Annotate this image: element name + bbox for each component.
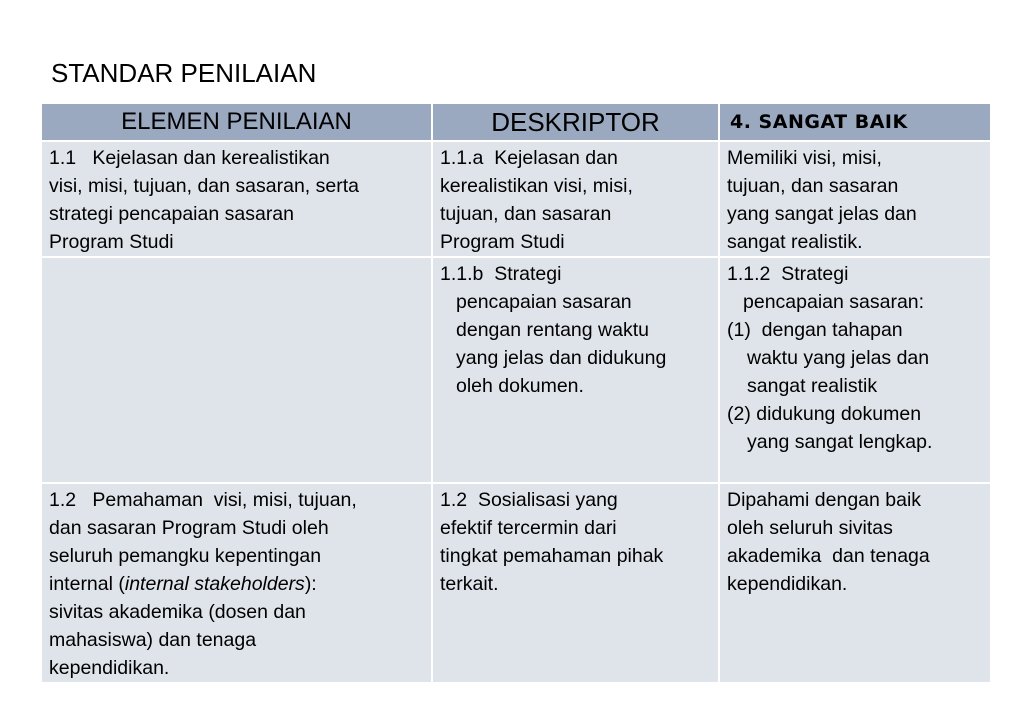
text-line: yang sangat jelas dan — [727, 203, 917, 225]
table-row — [41, 141, 991, 257]
text-line: 1.1.b Strategi — [440, 263, 562, 285]
text-line: waktu yang jelas dan — [747, 347, 930, 369]
text-line: Program Studi — [49, 231, 174, 253]
cell-deskriptor-1-1-a — [432, 141, 719, 257]
text-line: Memiliki visi, misi, — [727, 147, 882, 169]
text-line: sangat realistik. — [727, 231, 863, 253]
text-line: oleh dokumen. — [456, 375, 584, 397]
text-line: efektif tercermin dari — [440, 517, 617, 539]
text-line: dan sasaran Program Studi oleh — [49, 517, 329, 539]
text-line: 1.1 Kejelasan dan kerealistikan — [49, 147, 330, 169]
text-fragment: ): — [304, 573, 317, 595]
text-line: pencapaian sasaran — [456, 291, 632, 313]
header-sangat-baik: 4. SANGAT BAIK — [719, 103, 991, 141]
text-line: tujuan, dan sasaran — [440, 203, 612, 225]
text-line: sangat realistik — [747, 375, 878, 397]
cell-sangat-baik-1 — [719, 141, 991, 257]
text-line: sivitas akademika (dosen dan — [49, 601, 306, 623]
table-row — [41, 483, 991, 683]
cell-deskriptor-1-2 — [432, 483, 719, 683]
text-line: kerealistikan visi, misi, — [440, 175, 633, 197]
cell-deskriptor-1-1-b — [432, 257, 719, 483]
text-line: kependidikan. — [727, 573, 848, 595]
text-line: (1) dengan tahapan — [727, 319, 903, 341]
text-line: terkait. — [440, 573, 499, 595]
text-line: pencapaian sasaran: — [743, 291, 925, 313]
text-line: 1.1.2 Strategi — [727, 263, 849, 285]
text-line: akademika dan tenaga — [727, 545, 930, 567]
text-line: 1.1.a Kejelasan dan — [440, 147, 618, 169]
assessment-standard-table — [40, 102, 992, 684]
text-line: yang jelas dan didukung — [456, 347, 667, 369]
text-line — [49, 570, 425, 598]
text-line: strategi pencapaian sasaran — [49, 203, 294, 225]
cell-elemen-1-2 — [41, 483, 432, 683]
table-header-row — [41, 103, 991, 141]
text-line: visi, misi, tujuan, dan sasaran, serta — [49, 175, 359, 197]
text-line: Dipahami dengan baik — [727, 489, 922, 511]
text-line: yang sangat lengkap. — [747, 431, 933, 453]
text-line: seluruh pemangku kepentingan — [49, 545, 322, 567]
text-line: kependidikan. — [49, 657, 170, 679]
text-line: tujuan, dan sasaran — [727, 175, 899, 197]
text-line: 1.2 Pemahaman visi, misi, tujuan, — [49, 489, 357, 511]
text-line: oleh seluruh sivitas — [727, 517, 893, 539]
text-line: tingkat pemahaman pihak — [440, 545, 664, 567]
text-line: 1.2 Sosialisasi yang — [440, 489, 618, 511]
text-line: Program Studi — [440, 231, 565, 253]
text-line: dengan rentang waktu — [456, 319, 649, 341]
text-fragment: internal ( — [49, 573, 125, 595]
header-deskriptor: DESKRIPTOR — [432, 103, 719, 141]
header-elemen-penilaian: ELEMEN PENILAIAN — [41, 103, 432, 141]
cell-sangat-baik-3 — [719, 483, 991, 683]
page-title: STANDAR PENILAIAN — [51, 58, 317, 88]
cell-elemen-1-1 — [41, 141, 432, 257]
text-line: mahasiswa) dan tenaga — [49, 629, 257, 651]
text-line: (2) didukung dokumen — [727, 403, 922, 425]
cell-sangat-baik-2 — [719, 257, 991, 483]
cell-elemen-empty — [41, 257, 432, 483]
table-row — [41, 257, 991, 483]
internal-stakeholders-term: internal stakeholders — [124, 573, 305, 595]
